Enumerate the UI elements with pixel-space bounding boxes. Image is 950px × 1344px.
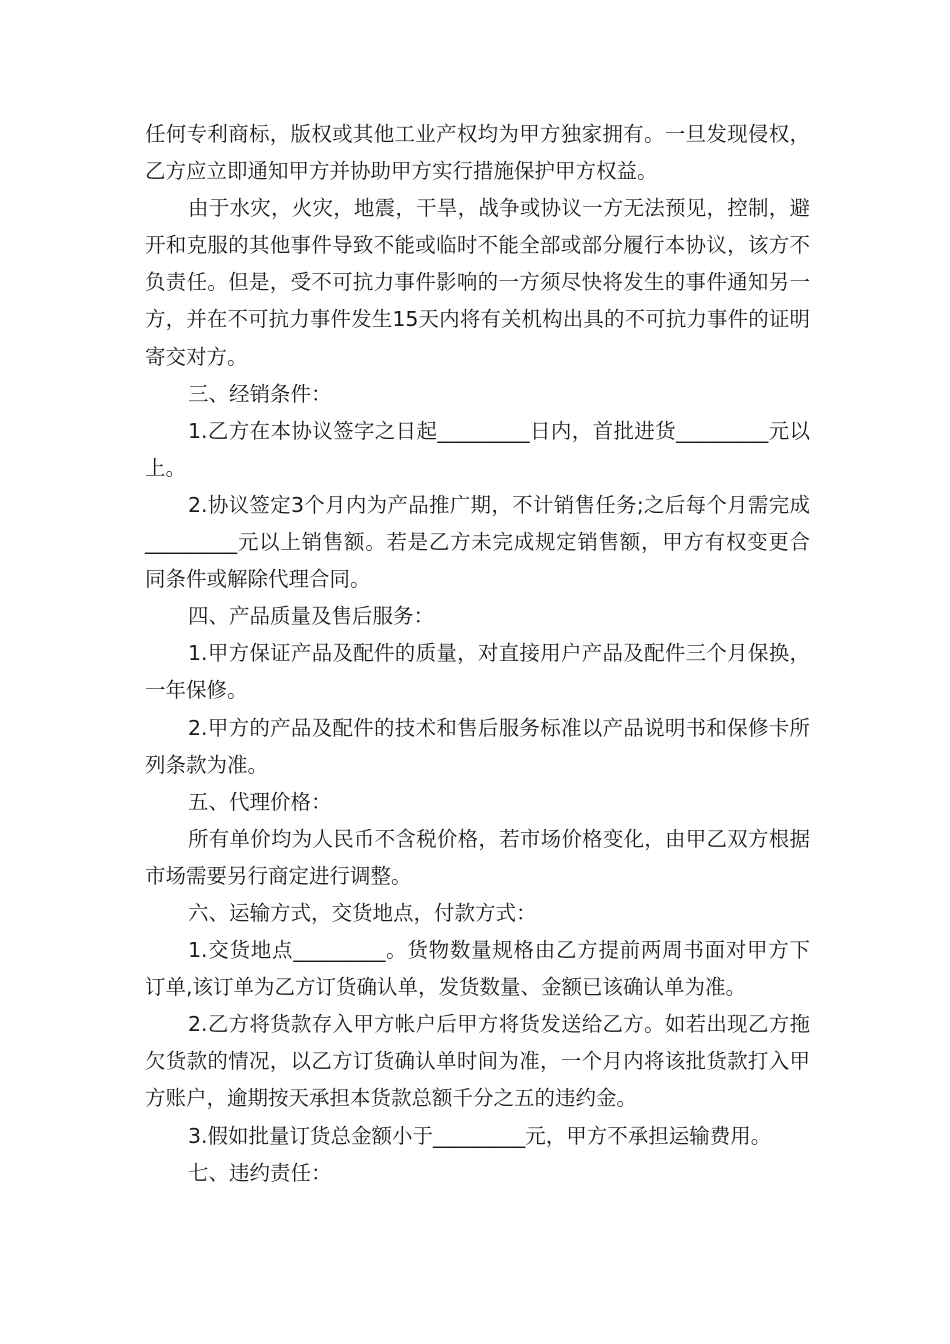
paragraph-transport-item-1: 1.交货地点_________。货物数量规格由乙方提前两周书面对甲方下订单,该订单为乙方订货确认单，发货数量、金额已该确认单为准。 [145,938,810,1000]
section-heading-agency-price: 五、代理价格： [188,789,332,814]
paragraph-force-majeure: 由于水灾，火灾，地震，干旱，战争或协议一方无法预见，控制，避开和克服的其他事件导致不能或临时不能全部或部分履行本协议，该方不负责任。但是，受不可抗力事件影响的一方须尽快将发生的事件通知另一方，并在不可抗力事件发生15天内将有关机构出具的不可抗力事件的证明寄交对方。 [145,196,810,369]
paragraph-distribution-item-2: 2.协议签定3个月内为产品推广期，不计销售任务;之后每个月需完成_________元以上销售额。若是乙方未完成规定销售额，甲方有权变更合同条件或解除代理合同。 [145,492,810,592]
paragraph-ip-rights: 任何专利商标，版权或其他工业产权均为甲方独家拥有。一旦发现侵权，乙方应立即通知甲方并协助甲方实行措施保护甲方权益。 [145,122,810,184]
paragraph-agency-price: 所有单价均为人民币不含税价格，若市场价格变化，由甲乙双方根据市场需要另行商定进行调整。 [145,826,810,888]
paragraph-distribution-item-1: 1.乙方在本协议签字之日起_________日内，首批进货_________元以上。 [145,418,810,480]
paragraph-quality-item-2: 2.甲方的产品及配件的技术和售后服务标准以产品说明书和保修卡所列条款为准。 [145,715,810,777]
paragraph-transport-item-3: 3.假如批量订货总金额小于_________元，甲方不承担运输费用。 [188,1123,772,1148]
section-heading-distribution-terms: 三、经销条件： [188,381,332,406]
section-heading-quality-service: 四、产品质量及售后服务： [188,604,434,629]
paragraph-quality-item-1: 1.甲方保证产品及配件的质量，对直接用户产品及配件三个月保换，一年保修。 [145,641,810,703]
document-body [145,116,810,1192]
section-heading-transport-payment: 六、运输方式，交货地点，付款方式： [188,900,537,925]
section-heading-breach-liability: 七、违约责任： [188,1160,332,1185]
paragraph-transport-item-2: 2.乙方将货款存入甲方帐户后甲方将货发送给乙方。如若出现乙方拖欠货款的情况，以乙方订货确认单时间为准，一个月内将该批货款打入甲方账户，逾期按天承担本货款总额千分之五的违约金。 [145,1012,810,1111]
